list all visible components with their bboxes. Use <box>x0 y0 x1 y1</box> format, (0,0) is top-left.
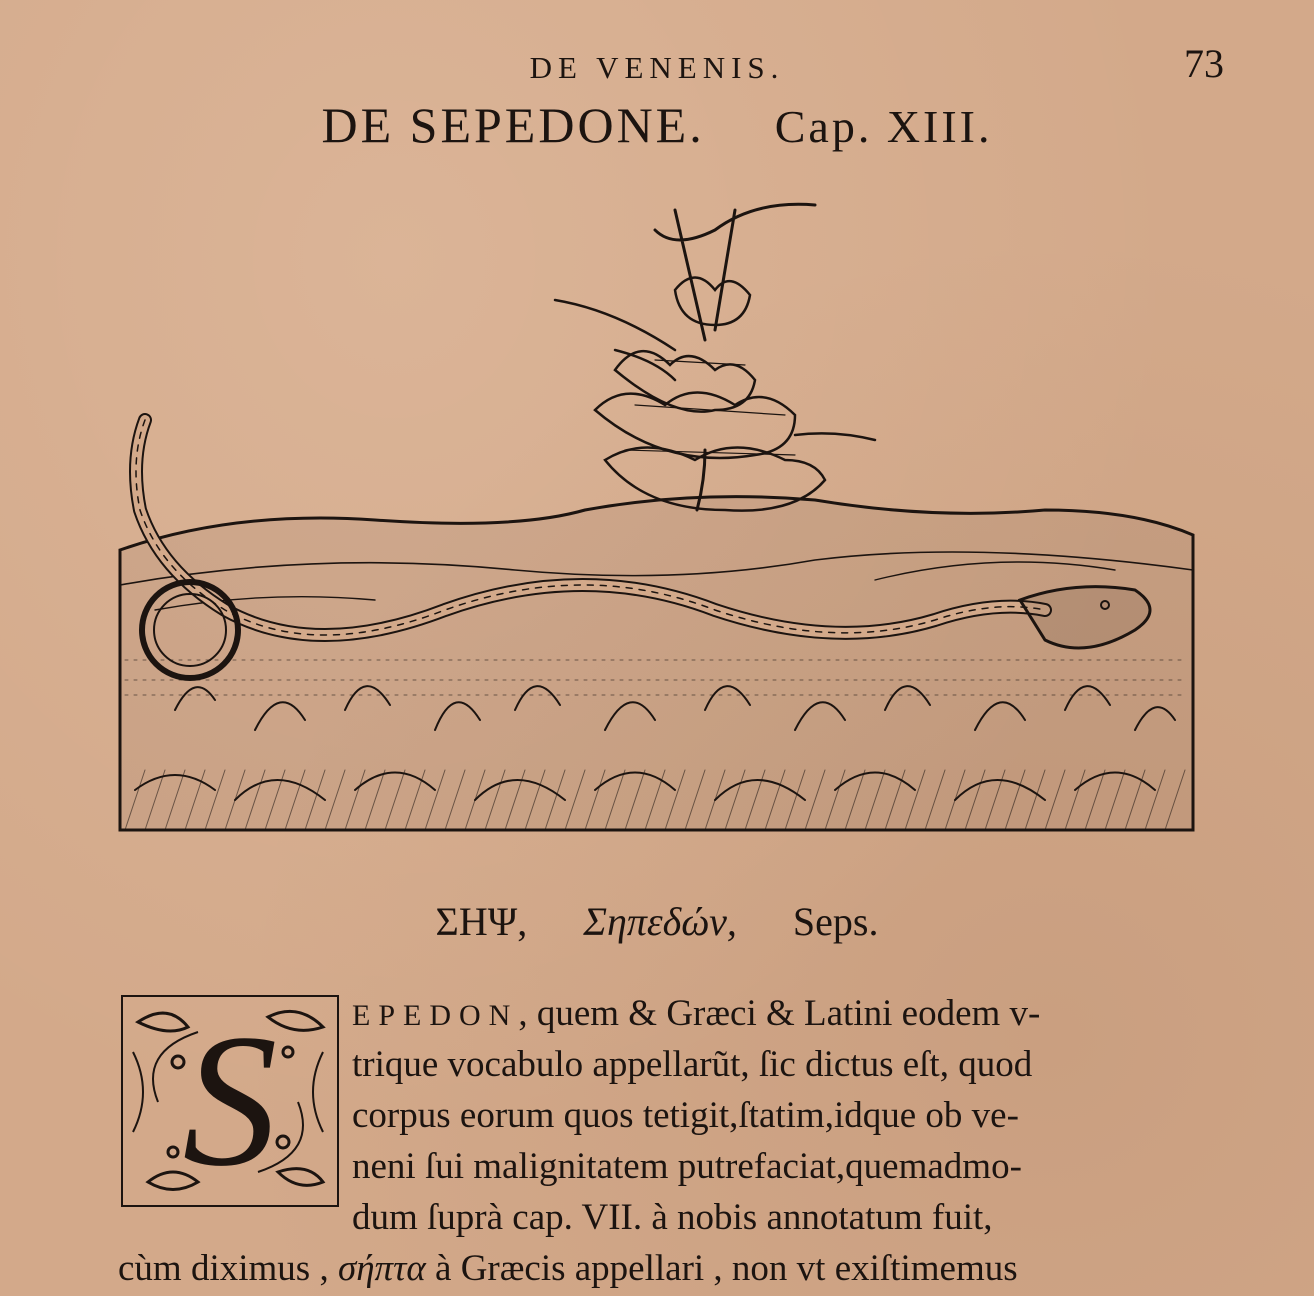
running-head: DE VENENIS. <box>529 50 785 85</box>
chapter-title: DE SEPEDONE. <box>321 97 705 153</box>
body-text <box>118 988 1236 1294</box>
line-text: cùm diximus , <box>118 1248 329 1289</box>
figure-caption <box>0 898 1314 945</box>
text-line <box>118 1243 1236 1294</box>
text-line: neni ſui malignitatem putrefaciat,quemadmo- <box>352 1146 1022 1187</box>
chapter-number: Cap. XIII. <box>774 101 993 152</box>
chapter-heading <box>0 96 1314 154</box>
woodcut-illustration <box>115 190 1200 865</box>
text-line: dum ſuprà cap. VII. à nobis annotatum fuit, <box>352 1197 993 1238</box>
greek-word: σήπτα <box>337 1248 426 1289</box>
caption-greek-name: Σηπεδών, <box>583 899 737 944</box>
caption-latin-name: Seps. <box>792 899 879 944</box>
caption-greek-capitals: ΣΗΨ, <box>435 899 528 944</box>
line-text: , quem & Græci & Latini eodem v- <box>518 993 1041 1034</box>
text-line: trique vocabulo appellarũt, ſic dictus eſt, quod <box>352 1044 1033 1085</box>
line-text: à Græcis appellari , non vt exiſtimemus <box>435 1248 1018 1289</box>
initial-letter: S <box>182 996 278 1206</box>
text-line <box>118 988 1236 1039</box>
shrub <box>595 278 825 511</box>
page-number: 73 <box>1184 41 1224 86</box>
small-caps-lead: EPEDON <box>352 999 519 1032</box>
text-line: corpus eorum quos tetigit,ſtatim,idque ob ve- <box>352 1095 1019 1136</box>
